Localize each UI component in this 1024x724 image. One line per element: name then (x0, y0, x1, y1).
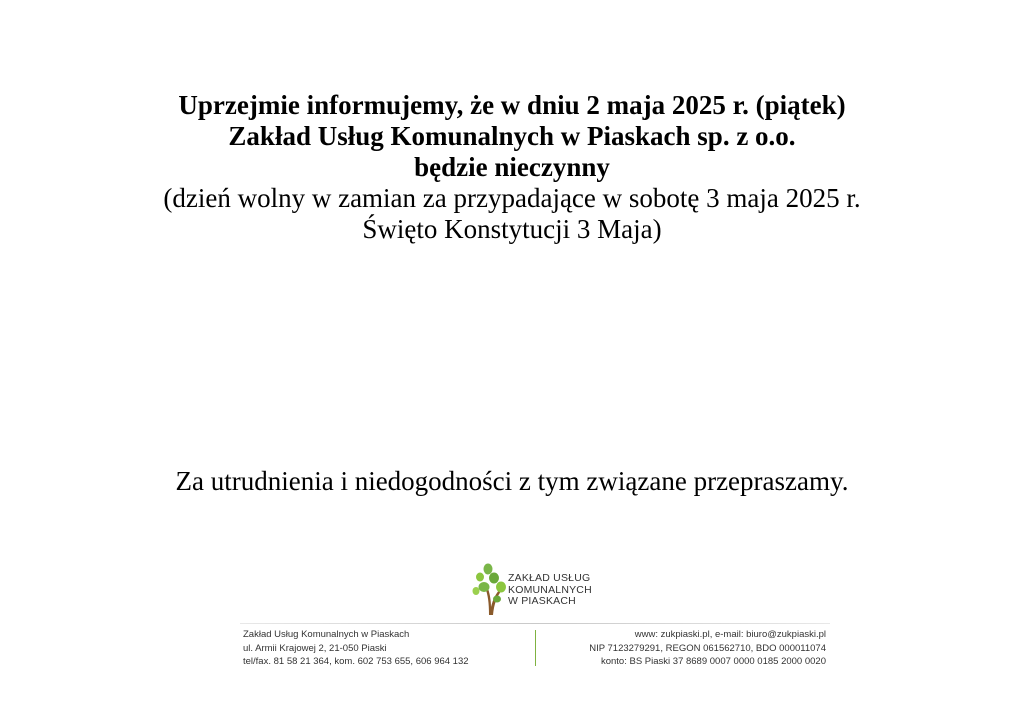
footer-company-name: Zakład Usług Komunalnych w Piaskach (243, 629, 410, 640)
footer-contact (560, 628, 826, 669)
footer-web-email: www: zukpiaski.pl, e-mail: biuro@zukpiaski.pl (634, 629, 826, 640)
company-logo (472, 563, 612, 617)
apology-text: Za utrudnienia i niedogodności z tym związane przepraszamy. (175, 466, 849, 496)
footer-street: ul. Armii Krajowej 2, 21-050 Piaski (243, 642, 387, 654)
footer-bank-account: konto: BS Piaski 37 8689 0007 0000 0185 2000 0020 (600, 656, 826, 667)
footer-rule (240, 623, 830, 624)
logo-line-3: W PIASKACH (508, 595, 576, 607)
footer-divider (535, 630, 536, 666)
notice-line-closed: będzie nieczynny (414, 152, 610, 182)
footer-address (243, 628, 469, 669)
closure-notice (0, 90, 1024, 245)
logo-line-2: KOMUNALNYCH (508, 583, 592, 596)
tree-icon (472, 563, 508, 617)
notice-line-holiday: Święto Konstytucji 3 Maja) (362, 214, 662, 244)
notice-line-date: Uprzejmie informujemy, że w dniu 2 maja 2025 r. (piątek) (178, 90, 846, 120)
logo-line-1: ZAKŁAD USŁUG (508, 572, 591, 584)
footer-phone: tel/fax. 81 58 21 364, kom. 602 753 655, 606 964 132 (243, 656, 469, 667)
footer-tax-ids: NIP 7123279291, REGON 061562710, BDO 000011074 (589, 642, 826, 654)
notice-line-reason: (dzień wolny w zamian za przypadające w sobotę 3 maja 2025 r. (163, 183, 861, 213)
notice-line-company: Zakład Usług Komunalnych w Piaskach sp. z o.o. (228, 121, 796, 151)
logo-wordmark (508, 573, 592, 608)
